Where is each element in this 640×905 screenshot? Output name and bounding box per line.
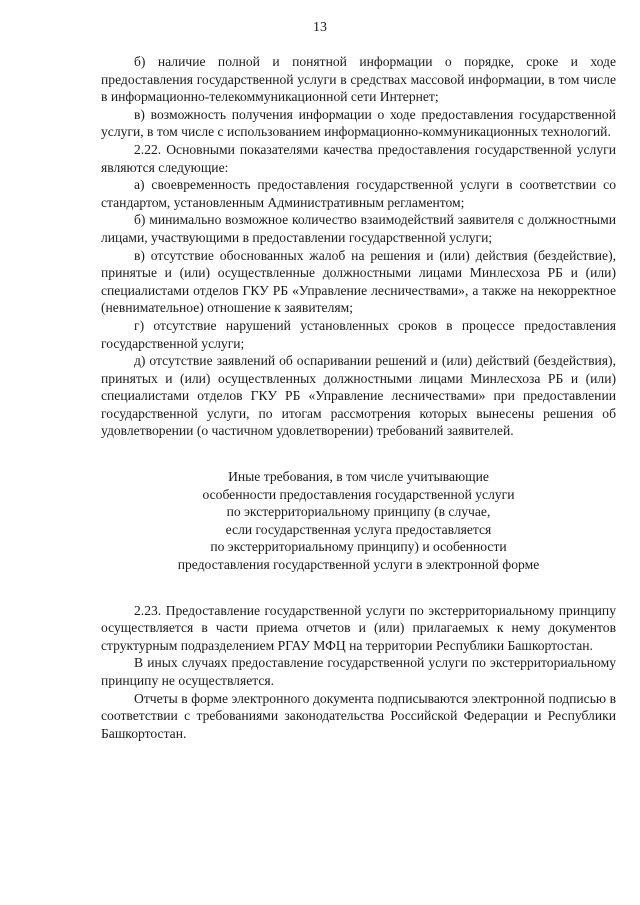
paragraph-b-interactions: б) минимально возможное количество взаимодействий заявителя с должностными лицами, участвующими в предоставлении государственной услуги;: [101, 212, 616, 245]
paragraph-g-deadlines: г) отсутствие нарушений установленных сроков в процессе предоставления государственной услуги;: [101, 317, 616, 351]
paragraph-a-timeliness: а) своевременность предоставления государственной услуги в соответствии со стандартом, установленным Административным регламентом;: [101, 177, 616, 210]
paragraph-2-23: 2.23. Предоставление государственной услуги по экстерриториальному принципу осуществляется в части приема отчетов и (или) прилагаемых к нему документов структурным подразделением РГАУ МФЦ на территории Республики Башкортостан.: [101, 602, 616, 653]
paragraph-electronic-signature: Отчеты в форме электронного документа подписываются электронной подписью в соответствии с требованиями законодательства Российской Федерации и Республики Башкортостан.: [101, 690, 616, 741]
document-body: [101, 53, 616, 742]
heading-line: Иные требования, в том числе учитывающие: [228, 469, 489, 485]
paragraph-d-appeals: д) отсутствие заявлений об оспаривании решений и (или) действий (бездействия), принятых и (или) осуществленных должностными лицами Минлесхоза РБ и (или) специалистами отделов ГКУ РБ «Управление лесничествами» при предоставлении государственной услуги, по итогам рассмотрения которых вынесены решения об удовлетворении (о частичном удовлетворении) требований заявителей.: [101, 353, 616, 439]
heading-line: по экстерриториальному принципу (в случае,: [226, 504, 491, 520]
heading-line: особенности предоставления государственной услуги: [202, 486, 515, 502]
paragraph-other-cases: В иных случаях предоставление государственной услуги по экстерриториальному принципу не осуществляется.: [101, 655, 616, 688]
heading-line: предоставления государственной услуги в электронной форме: [177, 557, 540, 573]
page-number: 13: [313, 20, 327, 35]
paragraph-v-complaints: в) отсутствие обоснованных жалоб на решения и (или) действия (бездействие), принятые и (или) осуществленные должностными лицами Минлесхоза РБ и (или) специалистами отделов ГКУ РБ «Управление лесничествами», а также на некорректное (невнимательное) отношение к заявителям;: [101, 247, 616, 316]
paragraph-2-22: 2.22. Основными показателями качества предоставления государственной услуги являются следующие:: [101, 141, 616, 175]
paragraph-b-info-availability: б) наличие полной и понятной информации о порядке, сроке и ходе предоставления государственной услуги в средствах массовой информации, в том числе в информационно-телекоммуникационной сети Интернет;: [101, 54, 616, 105]
section-heading: [101, 468, 616, 574]
heading-line: если государственная услуга предоставляется: [225, 521, 492, 537]
heading-line: по экстерриториальному принципу) и особенности: [210, 539, 507, 555]
paragraph-v-info-access: в) возможность получения информации о ходе предоставления государственной услуги, в том числе с использованием информационно-коммуникационных технологий.: [101, 106, 616, 140]
